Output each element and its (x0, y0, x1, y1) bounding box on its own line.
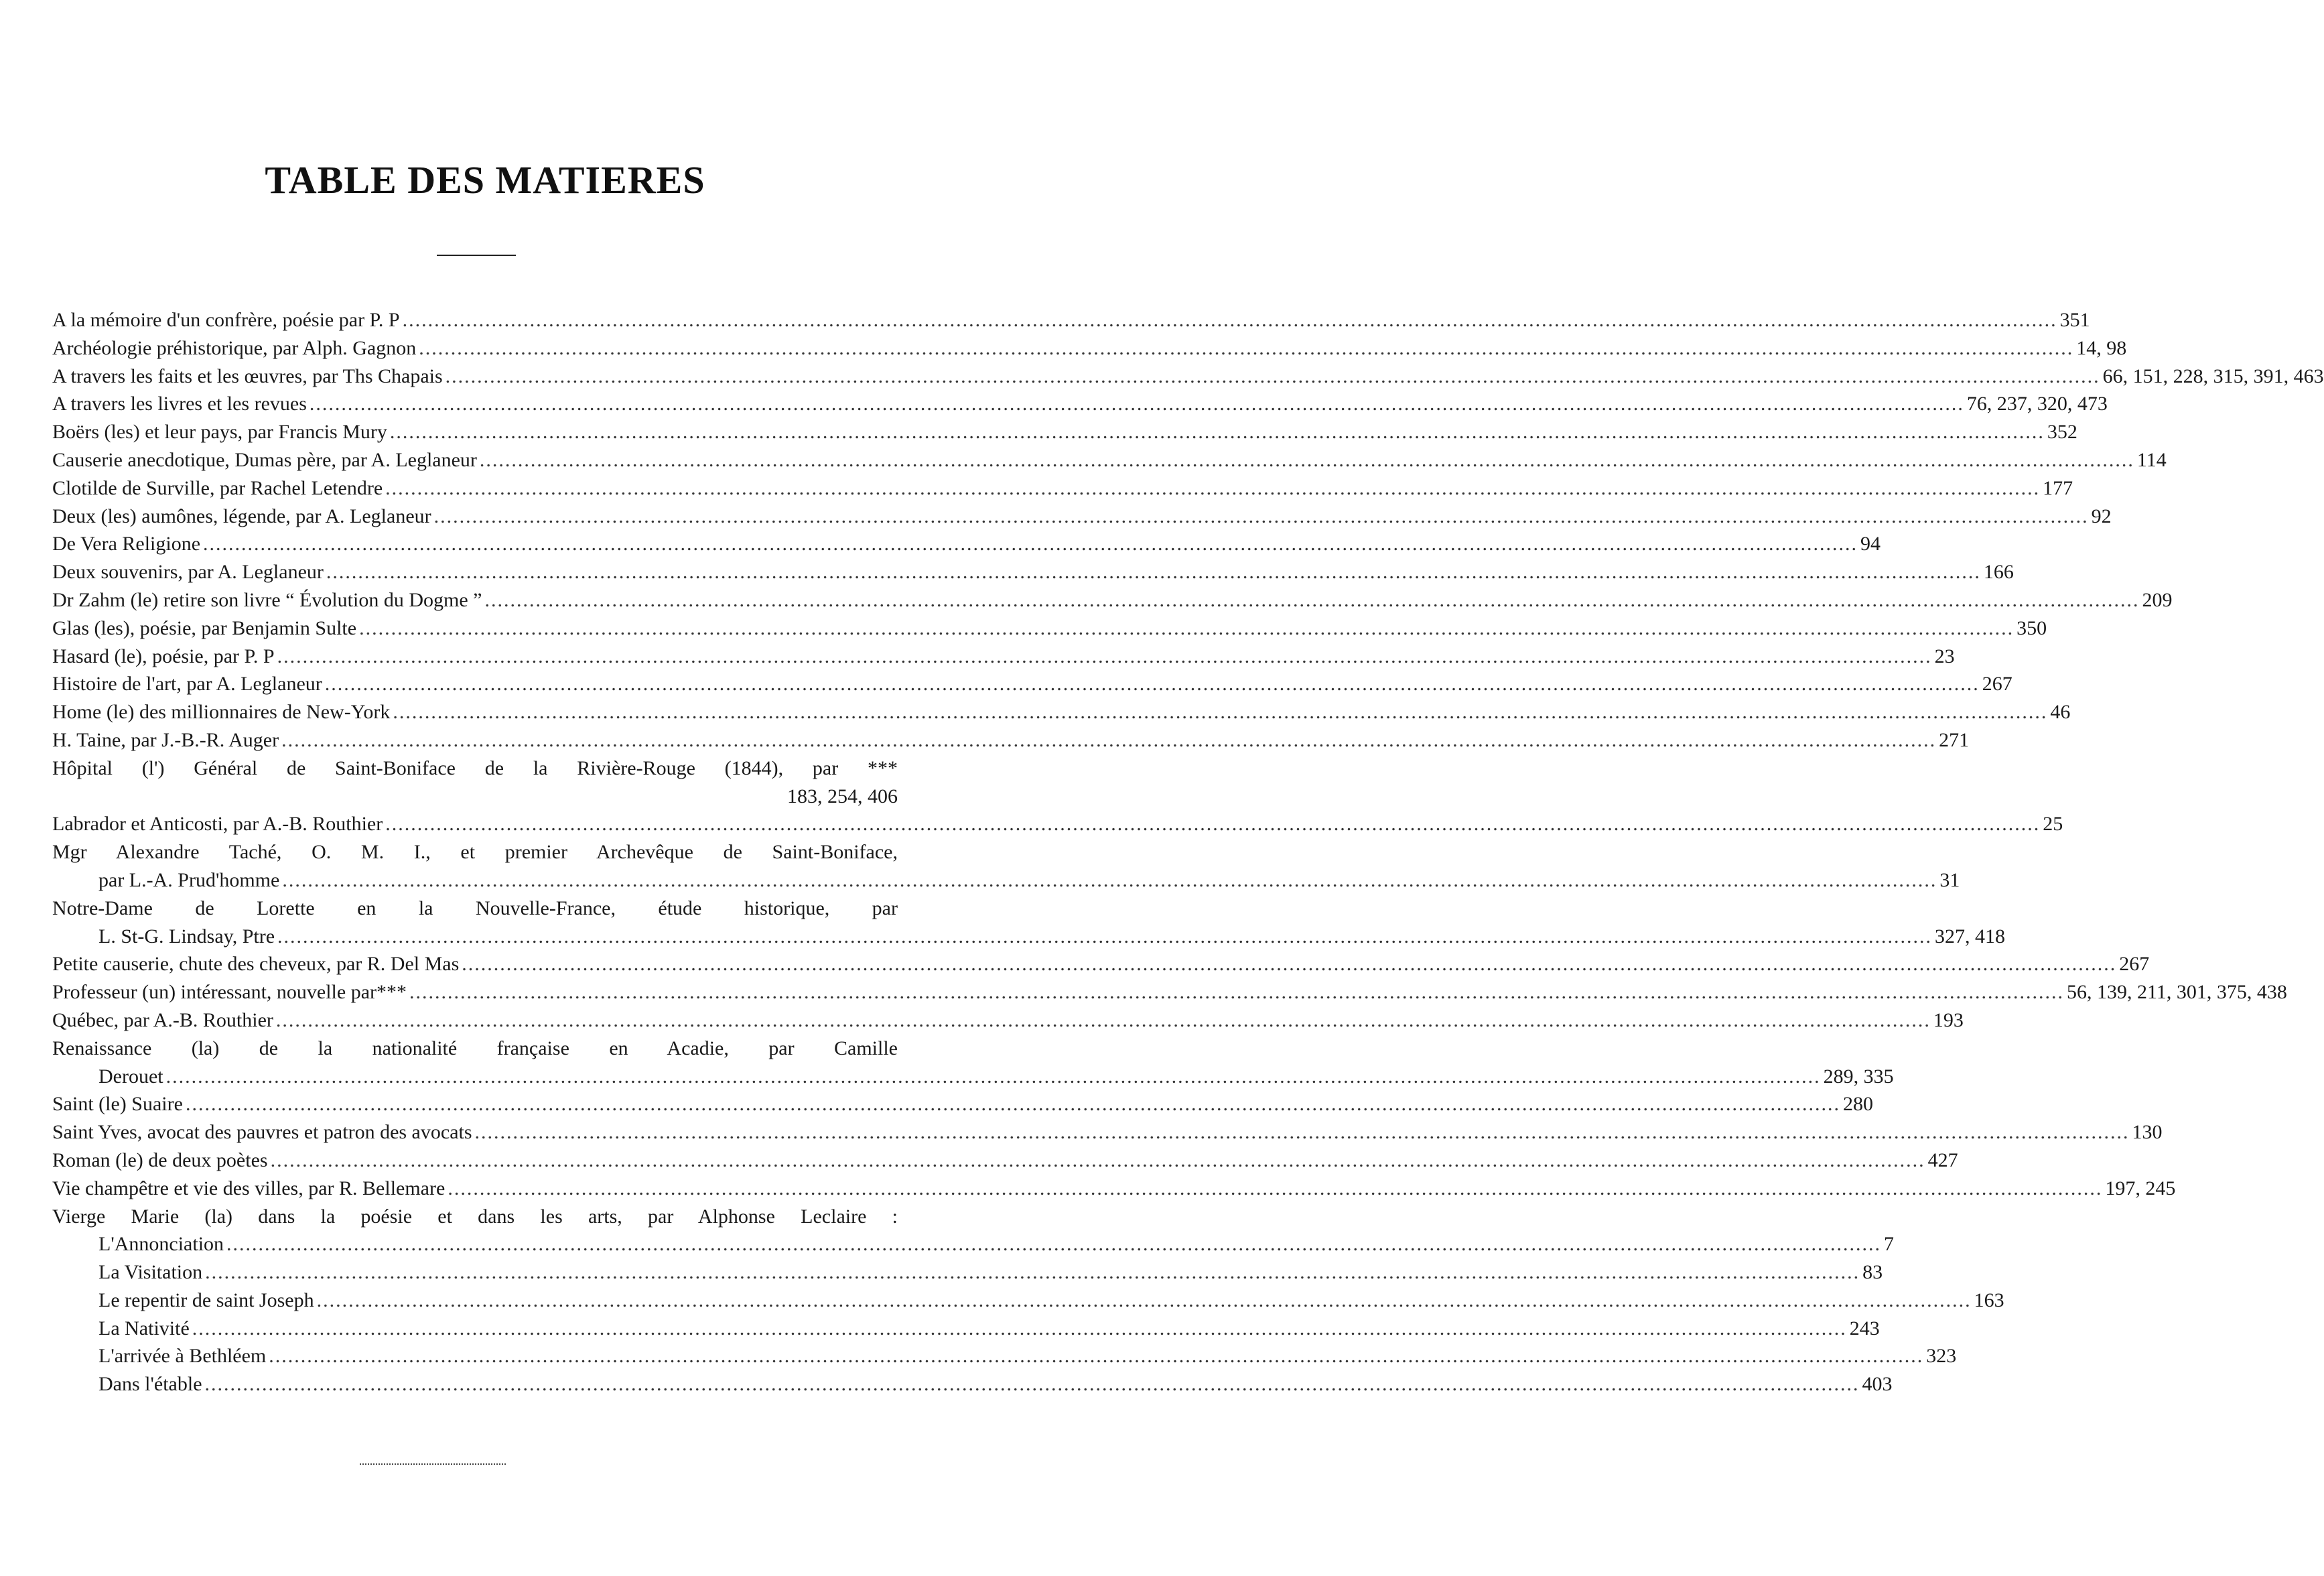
toc-entry-pages: 76, 237, 320, 473 (1966, 393, 2108, 415)
toc-entry-title: Québec, par A.-B. Routhier (52, 1008, 273, 1031)
toc-entry-pages: 166 (1983, 561, 2014, 584)
toc-entry-title: A travers les livres et les revues (52, 393, 307, 415)
toc-entry-title: Petite causerie, chute des cheveux, par R. Del Mas (52, 953, 460, 976)
toc-entry-title: Hasard (le), poésie, par P. P (52, 645, 275, 667)
toc-entry (52, 1035, 898, 1063)
toc-entry-pages: 114 (2136, 448, 2167, 471)
dot-leader (385, 810, 2040, 838)
toc-entry-pages: 56, 139, 211, 301, 375, 438 (2067, 981, 2287, 1004)
toc-entry (52, 754, 898, 783)
toc-entry (52, 1315, 1880, 1343)
dot-leader (359, 614, 2014, 643)
toc-entry (52, 334, 2127, 363)
toc-entry (52, 866, 1960, 895)
toc-entry (52, 530, 1881, 558)
toc-entry-title: Le repentir de saint Joseph (98, 1289, 314, 1311)
toc-entry-pages: 163 (1974, 1289, 2004, 1311)
dot-leader (403, 306, 2057, 334)
toc-entry-pages: 23 (1934, 645, 1955, 667)
toc-entry-title: L. St-G. Lindsay, Ptre (98, 925, 275, 947)
dot-leader (281, 726, 1936, 754)
toc-entry-title: Professeur (un) intéressant, nouvelle par*** (52, 981, 407, 1004)
toc-entry-pages: 327, 418 (1935, 925, 2006, 947)
toc-entry-title: De Vera Religione (52, 533, 201, 555)
table-of-contents (52, 306, 2324, 1398)
toc-entry-pages: 267 (2119, 953, 2150, 976)
toc-entry (52, 1258, 1883, 1287)
toc-entry-title: A travers les faits et les œuvres, par Ths Chapais (52, 365, 443, 387)
toc-entry (52, 1006, 1964, 1035)
dot-leader (203, 530, 1858, 558)
toc-entry-pages: 14, 98 (2076, 336, 2127, 359)
dot-leader (310, 390, 1964, 418)
toc-entry-pages: 351 (2059, 309, 2090, 331)
toc-entry (52, 1370, 1893, 1398)
toc-entry-pages: 31 (1939, 868, 1960, 891)
toc-entry (52, 1230, 1895, 1258)
toc-entry (52, 446, 2167, 474)
toc-entry (52, 474, 2073, 503)
dot-leader (205, 1370, 1860, 1398)
toc-entry (52, 726, 1970, 754)
toc-entry-title: L'arrivée à Bethléem (98, 1345, 267, 1368)
dot-leader (282, 866, 1937, 895)
dot-leader (446, 363, 2100, 391)
toc-entry-pages: 7 (1884, 1233, 1895, 1256)
toc-entry-pages: 92 (2091, 505, 2112, 527)
toc-entry-pages: 243 (1849, 1317, 1880, 1339)
toc-entry-title: par L.-A. Prud'homme (98, 868, 280, 891)
toc-entry (52, 978, 2287, 1006)
dot-leader (276, 1006, 1931, 1035)
toc-entry-pages: 25 (2043, 813, 2063, 836)
toc-entry (52, 1090, 1873, 1118)
dot-leader (419, 334, 2073, 363)
toc-entry (52, 306, 2090, 334)
toc-entry-title: Deux souvenirs, par A. Leglaneur (52, 561, 324, 584)
toc-entry-title: Causerie anecdotique, Dumas père, par A. Leglaneur (52, 448, 477, 471)
toc-entry (52, 503, 2112, 531)
dot-leader (226, 1230, 1881, 1258)
toc-entry (52, 1118, 2163, 1146)
toc-entry (52, 838, 898, 866)
toc-entry (52, 783, 898, 811)
dot-leader (390, 418, 2045, 446)
toc-entry (52, 363, 2324, 391)
toc-entry-title: Archéologie préhistorique, par Alph. Gagnon (52, 336, 417, 359)
dot-leader (409, 978, 2064, 1006)
toc-entry (52, 643, 1955, 671)
toc-entry-title: Home (le) des millionnaires de New-York (52, 701, 391, 724)
toc-entry-pages: 66, 151, 228, 315, 391, 463 (2102, 365, 2324, 387)
toc-entry-title: Boërs (les) et leur pays, par Francis Mury (52, 421, 387, 444)
dot-leader (448, 1175, 2102, 1203)
toc-entry (52, 895, 898, 923)
dot-leader (434, 503, 2089, 531)
toc-entry (52, 586, 2173, 614)
dot-leader (271, 1146, 1925, 1175)
toc-entry-pages: 177 (2043, 476, 2073, 499)
toc-entry-pages: 94 (1860, 533, 1881, 555)
toc-entry-title: Glas (les), poésie, par Benjamin Sulte (52, 616, 357, 639)
toc-entry-title: Hôpital (l') Général de Saint-Boniface de la Rivière-Rouge (1844), par *** (52, 757, 898, 779)
toc-entry-pages: 323 (1926, 1345, 1957, 1368)
toc-entry (52, 1287, 2004, 1315)
dot-leader (277, 923, 1932, 951)
toc-entry-pages: 193 (1933, 1008, 1964, 1031)
toc-entry-title: Derouet (98, 1065, 163, 1088)
toc-entry (52, 810, 2063, 838)
dot-leader (393, 698, 2047, 726)
toc-entry-pages: 183, 254, 406 (787, 785, 898, 807)
dot-leader (186, 1090, 1840, 1118)
toc-entry-pages: 350 (2017, 616, 2047, 639)
toc-entry-title: Vierge Marie (la) dans la poésie et dans les arts, par Alphonse Leclaire : (52, 1205, 898, 1228)
toc-entry (52, 558, 2014, 586)
toc-entry-pages: 130 (2132, 1121, 2163, 1144)
toc-entry-pages: 427 (1927, 1148, 1958, 1171)
toc-entry-title: Histoire de l'art, par A. Leglaneur (52, 673, 322, 696)
toc-entry-pages: 271 (1939, 728, 1970, 751)
dot-leader (385, 474, 2040, 503)
title-rule (437, 255, 516, 256)
toc-entry-title: Saint (le) Suaire (52, 1093, 183, 1116)
toc-entry-pages: 289, 335 (1823, 1065, 1894, 1088)
toc-entry (52, 923, 2006, 951)
toc-entry-title: Vie champêtre et vie des villes, par R. Bellemare (52, 1177, 446, 1199)
toc-entry (52, 614, 2047, 643)
dot-leader (326, 558, 1981, 586)
toc-entry (52, 670, 2012, 698)
toc-entry (52, 1146, 1958, 1175)
dot-leader (192, 1315, 1847, 1343)
toc-entry-pages: 352 (2047, 421, 2077, 444)
toc-entry-title: Roman (le) de deux poètes (52, 1148, 268, 1171)
toc-entry-title: La Nativité (98, 1317, 190, 1339)
toc-entry (52, 1203, 898, 1231)
toc-entry-title: Dr Zahm (le) retire son livre “ Évolution du Dogme ” (52, 588, 482, 611)
toc-entry-pages: 280 (1842, 1093, 1873, 1116)
dot-leader (462, 950, 2116, 978)
footer-rule (360, 1463, 506, 1465)
toc-entry-pages: 46 (2050, 701, 2071, 724)
toc-entry (52, 1175, 2176, 1203)
toc-entry-title: Deux (les) aumônes, légende, par A. Leglaneur (52, 505, 431, 527)
dot-leader (277, 643, 1932, 671)
toc-entry-title: La Visitation (98, 1261, 203, 1284)
toc-entry-title: Renaissance (la) de la nationalité française en Acadie, par Camille (52, 1037, 898, 1059)
toc-entry-title: Saint Yves, avocat des pauvres et patron des avocats (52, 1121, 472, 1144)
dot-leader (317, 1287, 1972, 1315)
toc-entry-title: L'Annonciation (98, 1233, 224, 1256)
toc-entry-pages: 267 (1982, 673, 2012, 696)
toc-entry-pages: 403 (1862, 1373, 1893, 1396)
toc-entry-title: Notre-Dame de Lorette en la Nouvelle-France, étude historique, par (52, 897, 898, 919)
dot-leader (166, 1063, 1821, 1091)
toc-entry-title: A la mémoire d'un confrère, poésie par P. P (52, 309, 400, 331)
dot-leader (205, 1258, 1860, 1287)
toc-entry-title: Mgr Alexandre Taché, O. M. I., et premier Archevêque de Saint-Boniface, (52, 841, 898, 864)
dot-leader (325, 670, 1980, 698)
toc-entry (52, 1063, 1894, 1091)
toc-entry-title: H. Taine, par J.-B.-R. Auger (52, 728, 279, 751)
dot-leader (269, 1342, 1923, 1370)
dot-leader (480, 446, 2134, 474)
toc-entry (52, 418, 2077, 446)
toc-entry (52, 698, 2071, 726)
toc-entry-pages: 83 (1862, 1261, 1883, 1284)
dot-leader (475, 1118, 2130, 1146)
toc-entry-title: Labrador et Anticosti, par A.-B. Routhier (52, 813, 383, 836)
toc-entry-title: Dans l'étable (98, 1373, 202, 1396)
toc-entry (52, 1342, 1957, 1370)
toc-entry (52, 390, 2108, 418)
page-title: TABLE DES MATIERES (265, 158, 705, 202)
toc-entry-title: Clotilde de Surville, par Rachel Letendre (52, 476, 383, 499)
toc-entry-pages: 209 (2142, 588, 2173, 611)
toc-entry-pages: 197, 245 (2105, 1177, 2176, 1199)
dot-leader (484, 586, 2139, 614)
toc-entry (52, 950, 2150, 978)
